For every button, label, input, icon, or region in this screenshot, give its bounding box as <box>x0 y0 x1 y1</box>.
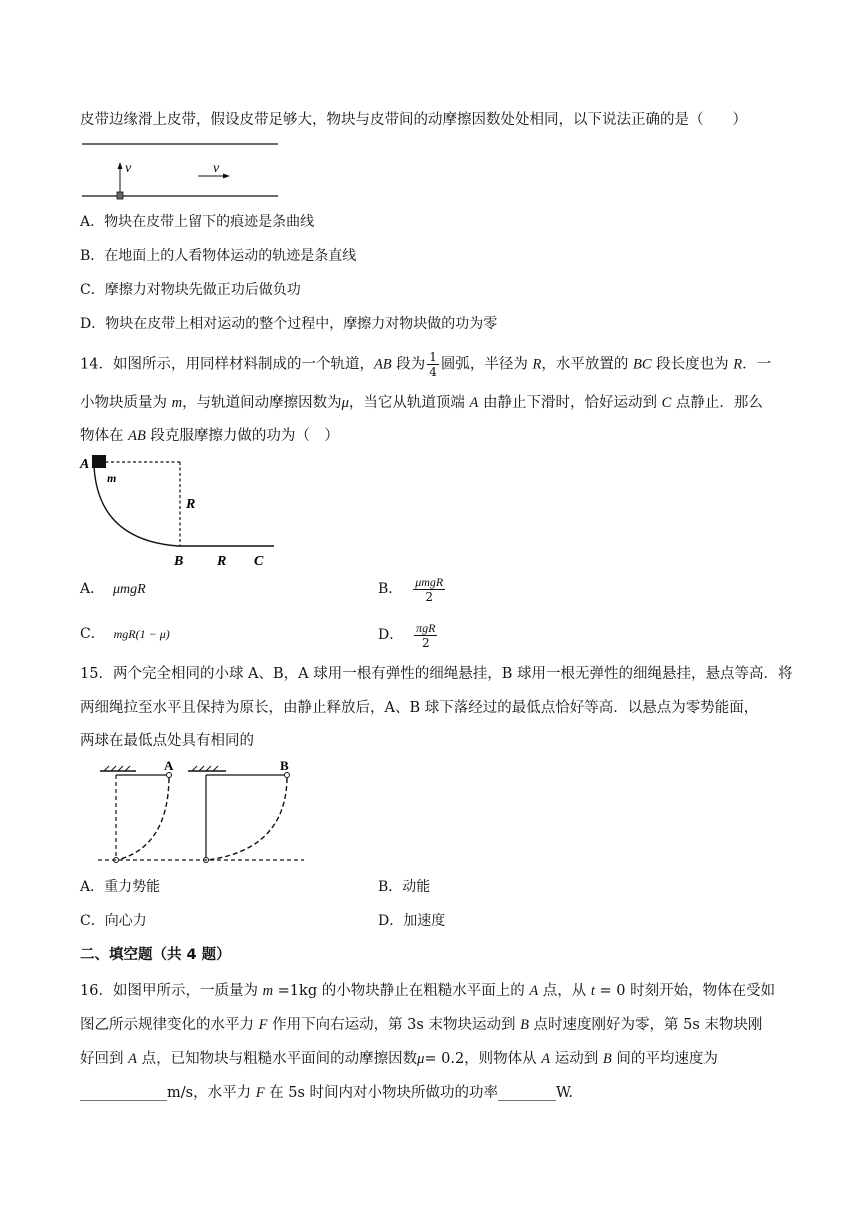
q14-label-c: C <box>254 554 264 569</box>
q14-option-a: A． μmgR <box>80 581 146 597</box>
q16-line-1: 16．如图甲所示，一质量为 m =1kg 的小物块静止在粗糙水平面上的 A 点，从 t = 0 时刻开始，物体在受如 <box>80 983 776 999</box>
q16-line-4: ____________m/s，水平力 F 在 5s 时间内对小物块所做功的功率________W. <box>80 1085 574 1101</box>
q16-line-3: 好回到 A 点，已知物块与粗糙水平面间的动摩擦因数μ= 0.2，则物体从 A 运动到 B 间的平均速度为 <box>80 1051 718 1067</box>
q15-option-c: C．向心力 <box>80 913 147 929</box>
q14-option-d: D． $\frac{\text{πgR}}{2}$ <box>378 620 436 650</box>
section-heading-fill-in: 二、填空题（共 4 题） <box>80 947 231 963</box>
q15-option-b: B．动能 <box>378 879 431 895</box>
q15-option-a: A．重力势能 <box>80 879 161 895</box>
q15-line-1: 15．两个完全相同的小球 A、B，A 球用一根有弹性的细绳悬挂，B 球用一根无弹性的细绳悬挂，悬点等高．将 <box>80 666 793 682</box>
q13-stem: 皮带边缘滑上皮带，假设皮带足够大，物块与皮带间的动摩擦因数处处相同，以下说法正确的是（ ） <box>80 112 747 128</box>
q14-label-r-vertical: R <box>186 497 196 512</box>
q13-v-right-label: v <box>213 161 220 176</box>
q14-label-m: m <box>107 471 117 485</box>
q14-label-r-horizontal: R <box>217 554 227 569</box>
q15-pendulum-figure <box>96 757 306 867</box>
q14-track-figure <box>78 452 278 572</box>
q14-label-b: B <box>174 554 184 569</box>
q14-fraction: $\frac{1}{4}$ <box>429 350 437 379</box>
q15-line-2: 两细绳拉至水平且保持为原长，由静止释放后，A、B 球下落经过的最低点恰好等高．以悬点为零势能面， <box>80 700 759 716</box>
q14-line-1: 14．如图所示，用同样材料制成的一个轨道，AB 段为 $\frac{1}{4}$ 圆弧，半径为 R，水平放置的 BC 段长度也为 R．一 <box>80 350 772 379</box>
q13-option-b: B．在地面上的人看物体运动的轨迹是条直线 <box>80 248 357 264</box>
q16-line-2: 图乙所示规律变化的水平力 F 作用下向右运动，第 3s 末物块运动到 B 点时速度刚好为零，第 5s 末物块刚 <box>80 1017 763 1033</box>
q13-v-up-label: v <box>125 161 132 176</box>
q13-option-c: C．摩擦力对物块先做正功后做负功 <box>80 282 301 298</box>
q14-label-a: A <box>80 457 90 472</box>
q15-label-a: A <box>164 758 174 773</box>
q14-option-b: B． $\frac{\text{μmgR}}{2}$ <box>378 574 444 604</box>
q14-option-c: C． mgR(1 − μ) <box>80 626 170 642</box>
q14-line-3: 物体在 AB 段克服摩擦力做的功为（ ） <box>80 428 339 444</box>
q13-belt-figure <box>80 140 280 204</box>
q15-label-b: B <box>280 758 289 773</box>
q14-line-2: 小物块质量为 m，与轨道间动摩擦因数为μ，当它从轨道顶端 A 由静止下滑时，恰好运动到 C 点静止．那么 <box>80 395 763 411</box>
q15-option-d: D．加速度 <box>378 913 446 929</box>
q13-option-a: A．物块在皮带上留下的痕迹是条曲线 <box>80 214 315 230</box>
q15-line-3: 两球在最低点处具有相同的 <box>80 733 254 749</box>
q13-option-d: D．物块在皮带上相对运动的整个过程中，摩擦力对物块做的功为零 <box>80 316 498 332</box>
